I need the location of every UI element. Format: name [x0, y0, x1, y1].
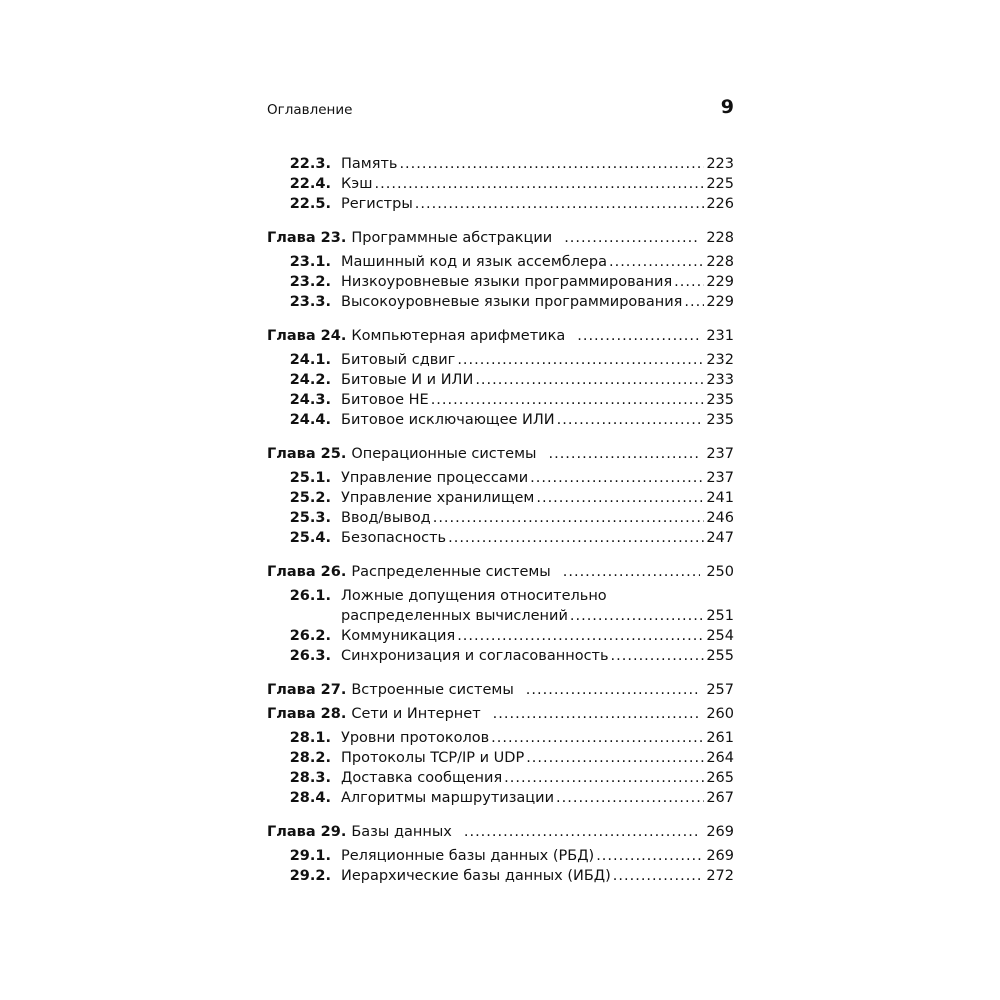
dot-leader: [431, 390, 705, 410]
chapter-label: Глава 25.: [267, 446, 347, 462]
chapter-title: Программные абстракции: [351, 230, 553, 246]
dot-leader: [433, 508, 705, 528]
section-number: 25.1.: [289, 470, 331, 486]
chapter-label: Глава 28.: [267, 706, 347, 722]
section-number: 24.3.: [289, 392, 331, 408]
section-title: Протоколы TCP/IP и UDP: [341, 750, 525, 766]
chapter-label: Глава 23.: [267, 230, 347, 246]
section-page: 237: [706, 470, 734, 486]
section-number: 25.3.: [289, 510, 331, 526]
section-title: Битовый сдвиг: [341, 352, 456, 368]
section-title: Доставка сообщения: [341, 770, 503, 786]
toc-chapter-row[interactable]: [267, 444, 734, 464]
toc-section-row[interactable]: [267, 626, 734, 646]
table-of-contents: [267, 154, 734, 886]
section-number: 22.4.: [289, 176, 331, 192]
chapter-label: Глава 24.: [267, 328, 347, 344]
section-title: Ввод/вывод: [341, 510, 431, 526]
section-title: Кэш: [341, 176, 373, 192]
toc-section-row[interactable]: [267, 728, 734, 748]
toc-section-row[interactable]: [267, 788, 734, 808]
dot-leader: [415, 194, 705, 214]
chapter-title: Компьютерная арифметика: [351, 328, 566, 344]
chapter-label: Глава 27.: [267, 682, 347, 698]
dot-leader: [609, 252, 704, 272]
toc-section-row[interactable]: [267, 586, 734, 606]
section-page: 261: [706, 730, 734, 746]
dot-leader: [457, 350, 704, 370]
section-page: 229: [706, 294, 734, 310]
toc-section-row[interactable]: [267, 646, 734, 666]
dot-leader: [674, 272, 704, 292]
chapter-page: 237: [706, 446, 734, 462]
toc-section-row[interactable]: [267, 292, 734, 312]
toc-chapter-row[interactable]: [267, 822, 734, 842]
section-page: 241: [706, 490, 734, 506]
toc-section-row[interactable]: [267, 468, 734, 488]
toc-section-row[interactable]: [267, 350, 734, 370]
toc-section-row[interactable]: [267, 370, 734, 390]
section-title: Машинный код и язык ассемблера: [341, 254, 607, 270]
dot-leader: [491, 728, 704, 748]
chapter-title: Распределенные системы: [351, 564, 551, 580]
dot-leader: [684, 292, 704, 312]
section-page: 225: [706, 176, 734, 192]
section-page: 267: [706, 790, 734, 806]
dot-leader: [399, 154, 704, 174]
dot-leader: [448, 528, 704, 548]
section-number: 24.1.: [289, 352, 331, 368]
section-number: 25.4.: [289, 530, 331, 546]
dot-leader: [530, 468, 704, 488]
toc-chapter-row[interactable]: [267, 680, 734, 700]
toc-section-row[interactable]: [267, 748, 734, 768]
page-number: 9: [720, 96, 734, 118]
toc-section-row[interactable]: [267, 252, 734, 272]
section-number: 22.5.: [289, 196, 331, 212]
dot-leader: [475, 370, 704, 390]
section-title: Управление хранилищем: [341, 490, 535, 506]
toc-chapter-row[interactable]: [267, 228, 734, 248]
dot-leader: [596, 846, 704, 866]
dot-leader: [613, 866, 705, 886]
section-title: Синхронизация и согласованность: [341, 648, 609, 664]
toc-section-row[interactable]: [267, 866, 734, 886]
toc-chapter-row[interactable]: [267, 704, 734, 724]
section-number: 22.3.: [289, 156, 331, 172]
section-title: Алгоритмы маршрутизации: [341, 790, 555, 806]
chapter-page: 250: [706, 564, 734, 580]
toc-section-row[interactable]: [267, 488, 734, 508]
chapter-title: Встроенные системы: [351, 682, 514, 698]
section-page: 272: [706, 868, 734, 884]
section-page: 235: [706, 412, 734, 428]
dot-leader: [548, 444, 700, 464]
section-page: 226: [706, 196, 734, 212]
dot-leader: [611, 646, 705, 666]
section-title: Управление процессами: [341, 470, 529, 486]
dot-leader: [504, 768, 704, 788]
dot-leader: [577, 326, 700, 346]
toc-section-row[interactable]: [267, 846, 734, 866]
section-title: Безопасность: [341, 530, 447, 546]
toc-section-row[interactable]: [267, 194, 734, 214]
book-page: [267, 96, 734, 884]
toc-section-row[interactable]: [267, 768, 734, 788]
section-number: 23.2.: [289, 274, 331, 290]
section-page: 235: [706, 392, 734, 408]
section-page: 265: [706, 770, 734, 786]
section-number: 26.1.: [289, 588, 331, 604]
section-number: 26.3.: [289, 648, 331, 664]
section-number: 25.2.: [289, 490, 331, 506]
toc-section-row[interactable]: [267, 272, 734, 292]
section-page: 254: [706, 628, 734, 644]
section-number: 24.4.: [289, 412, 331, 428]
dot-leader: [464, 822, 700, 842]
dot-leader: [563, 562, 701, 582]
section-page: 269: [706, 848, 734, 864]
toc-section-continuation-row[interactable]: [267, 606, 734, 626]
section-number: 28.2.: [289, 750, 331, 766]
toc-section-row[interactable]: [267, 390, 734, 410]
chapter-page: 228: [706, 230, 734, 246]
section-number: 28.1.: [289, 730, 331, 746]
section-number: 28.3.: [289, 770, 331, 786]
section-number: 23.1.: [289, 254, 331, 270]
section-page: 246: [706, 510, 734, 526]
section-page: 247: [706, 530, 734, 546]
section-title: Битовое НЕ: [341, 392, 429, 408]
section-page: 223: [706, 156, 734, 172]
section-title: Высокоуровневые языки программирования: [341, 294, 683, 310]
section-title: Ложные допущения относительно: [341, 588, 607, 604]
section-title: Битовое исключающее ИЛИ: [341, 412, 555, 428]
dot-leader: [570, 606, 704, 626]
dot-leader: [557, 410, 705, 430]
section-title: Иерархические базы данных (ИБД): [341, 868, 611, 884]
section-number: 28.4.: [289, 790, 331, 806]
toc-section-row[interactable]: [267, 410, 734, 430]
section-number: 29.1.: [289, 848, 331, 864]
dot-leader: [526, 748, 704, 768]
section-page: 251: [706, 608, 734, 624]
section-title: Реляционные базы данных (РБД): [341, 848, 595, 864]
toc-chapter-row[interactable]: [267, 562, 734, 582]
section-page: 232: [706, 352, 734, 368]
dot-leader: [526, 680, 701, 700]
section-number: 26.2.: [289, 628, 331, 644]
section-page: 264: [706, 750, 734, 766]
running-header: [267, 96, 734, 122]
chapter-label: Глава 29.: [267, 824, 347, 840]
chapter-title: Операционные системы: [351, 446, 537, 462]
section-title: Битовые И и ИЛИ: [341, 372, 474, 388]
section-page: 228: [706, 254, 734, 270]
dot-leader: [375, 174, 705, 194]
chapter-title: Базы данных: [351, 824, 452, 840]
section-title: Коммуникация: [341, 628, 456, 644]
chapter-page: 260: [706, 706, 734, 722]
chapter-label: Глава 26.: [267, 564, 347, 580]
section-number: 24.2.: [289, 372, 331, 388]
section-title: Память: [341, 156, 398, 172]
toc-section-row[interactable]: [267, 154, 734, 174]
chapter-page: 231: [706, 328, 734, 344]
section-page: 255: [706, 648, 734, 664]
section-title-continuation: распределенных вычислений: [341, 608, 568, 624]
section-page: 229: [706, 274, 734, 290]
section-number: 23.3.: [289, 294, 331, 310]
toc-section-row[interactable]: [267, 508, 734, 528]
toc-section-row[interactable]: [267, 528, 734, 548]
dot-leader: [564, 228, 700, 248]
running-title: Оглавление: [267, 102, 353, 118]
chapter-page: 269: [706, 824, 734, 840]
section-title: Низкоуровневые языки программирования: [341, 274, 673, 290]
section-title: Регистры: [341, 196, 413, 212]
section-title: Уровни протоколов: [341, 730, 490, 746]
section-number: 29.2.: [289, 868, 331, 884]
chapter-title: Сети и Интернет: [351, 706, 481, 722]
toc-section-row[interactable]: [267, 174, 734, 194]
dot-leader: [493, 704, 701, 724]
dot-leader: [536, 488, 704, 508]
chapter-page: 257: [706, 682, 734, 698]
dot-leader: [457, 626, 704, 646]
dot-leader: [556, 788, 704, 808]
section-page: 233: [706, 372, 734, 388]
toc-chapter-row[interactable]: [267, 326, 734, 346]
